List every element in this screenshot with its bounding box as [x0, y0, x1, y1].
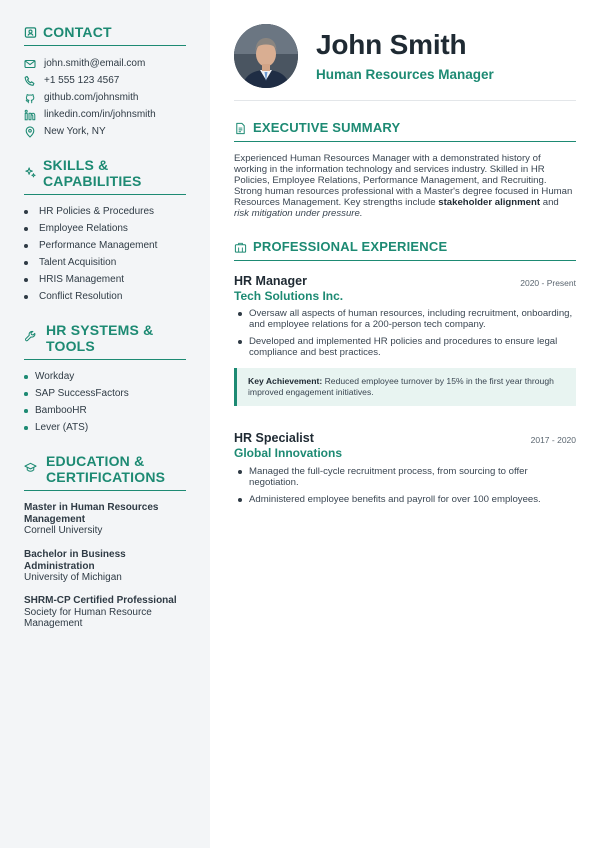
contact-github-text[interactable]: github.com/johnsmith	[44, 92, 139, 103]
candidate-title: Human Resources Manager	[316, 67, 494, 82]
bullet-dot	[24, 227, 28, 231]
contact-location-text: New York, NY	[44, 126, 106, 137]
education-school: University of Michigan	[24, 572, 122, 583]
job-dates: 2020 - Present	[520, 278, 576, 288]
bullet-dot	[24, 244, 28, 248]
summary-text: Experienced Human Resources Manager with a demonstrated history of working in the information technology and services industry. Skilled in HR Policies, Employee Relations, Performance Management, and Recruiting. Strong human resources professional with a Master's degree focused in Human Resources Management. Key strengths include stakeholder alignment and risk mitigation under pressure.	[234, 153, 573, 220]
id-card-icon	[24, 26, 37, 39]
contact-section-title: CONTACT	[43, 24, 112, 40]
skills-section-title-line2: CAPABILITIES	[43, 173, 142, 189]
contact-email-text[interactable]: john.smith@email.com	[44, 58, 146, 69]
contact-linkedin-text[interactable]: linkedin.com/in/johnsmith	[44, 109, 156, 120]
bullet-dot	[24, 392, 28, 396]
education-section-title-line2: CERTIFICATIONS	[46, 469, 166, 485]
sidebar: CONTACT john.smith@email.com +1 555 123 4567 github.com/johnsmith linkedin.com/in/johnsmith New York, NY SKILLS & CAPABILITIES HR Policies & Procedures Employee Relations Performance Management Talent Acquisition HRIS Management Conflict Resolution HR SYSTEMS & TOOLS Workday SAP SuccessFactors BambooHR Lever (ATS) EDUCATION & CERTIFICATIONS Master in Human Resources Management Cornell University Bachelor in Business Administration University of Michigan SHRM-CP Certified Professional Society for Human Resource Management	[0, 0, 210, 848]
contact-section-header	[24, 24, 186, 46]
wrench-icon	[24, 330, 37, 343]
bullet-dot	[24, 295, 28, 299]
sparkle-icon	[24, 166, 37, 179]
key-achievement-callout	[234, 368, 576, 406]
experience-section-title: PROFESSIONAL EXPERIENCE	[253, 239, 448, 254]
achievement-label: Key Achievement:	[248, 376, 323, 386]
bullet-dot	[24, 426, 28, 430]
graduation-cap-icon	[24, 461, 37, 474]
tools-section-header	[24, 322, 186, 360]
education-entry	[24, 595, 194, 630]
github-icon	[24, 92, 36, 104]
education-degree: SHRM-CP Certified Professional	[24, 595, 177, 606]
bullet-dot	[238, 312, 242, 316]
bullet-dot	[24, 409, 28, 413]
job-dates: 2017 - 2020	[530, 435, 576, 445]
job-title: HR Specialist	[234, 431, 314, 445]
document-icon	[234, 122, 247, 135]
profile-portrait-image	[234, 24, 298, 88]
bullet-dot	[24, 210, 28, 214]
achievement-text: Reduced employee turnover by 15% in the first year through improved engagement initiatives.	[248, 376, 554, 397]
summary-section-title: EXECUTIVE SUMMARY	[253, 120, 401, 135]
bullet-dot	[24, 278, 28, 282]
bullet-dot	[238, 340, 242, 344]
education-school: Cornell University	[24, 525, 103, 536]
job-title: HR Manager	[234, 274, 307, 288]
briefcase-icon	[234, 241, 247, 254]
profile-photo	[234, 24, 298, 88]
tools-section-title-line2: TOOLS	[46, 338, 95, 354]
location-pin-icon	[24, 126, 36, 138]
summary-italic-phrase: risk mitigation under pressure.	[234, 208, 363, 220]
education-entry	[24, 502, 194, 537]
bullet-dot	[238, 498, 242, 502]
tools-section-title-line1: HR SYSTEMS &	[46, 322, 154, 338]
candidate-name: John Smith	[316, 29, 467, 60]
education-degree: Master in Human Resources Management	[24, 502, 159, 525]
bullet-dot	[24, 375, 28, 379]
email-icon	[24, 58, 36, 70]
education-school: Society for Human Resource Management	[24, 606, 152, 629]
job-company: Tech Solutions Inc.	[234, 289, 344, 303]
skills-section-header	[24, 157, 186, 195]
header-divider	[234, 100, 576, 101]
summary-bold-phrase: stakeholder alignment	[438, 197, 541, 209]
phone-icon	[24, 75, 36, 87]
skills-section-title-line1: SKILLS &	[43, 157, 109, 173]
experience-section-header	[234, 239, 576, 261]
bullet-dot	[24, 261, 28, 265]
education-entry	[24, 549, 194, 584]
education-section-header	[24, 453, 186, 491]
job-company: Global Innovations	[234, 446, 343, 460]
main-content: John Smith Human Resources Manager EXECUTIVE SUMMARY Experienced Human Resources Manager with a demonstrated history of working in the information technology and services industry. Skilled in HR Policies, Employee Relations, Performance Management, and Recruiting. Strong human resources professional with a Master's degree focused in Human Resources Management. Key strengths include stakeholder alignment and risk mitigation under pressure. PROFESSIONAL EXPERIENCE HR Manager 2020 - Present Tech Solutions Inc. Oversaw all aspects of human resources, including recruitment, onboarding, and employee relations for a 200-person tech company. Developed and implemented HR policies and procedures to ensure legal compliance and best practices. Key Achievement: Reduced employee turnover by 15% in the first year through improved engagement initiatives. HR Specialist 2017 - 2020 Global Innovations Managed the full-cycle recruitment process, from sourcing to offer negotiation. Administered employee benefits and payroll for over 100 employees.	[210, 0, 600, 848]
summary-section-header	[234, 120, 576, 142]
contact-phone-text[interactable]: +1 555 123 4567	[44, 75, 120, 86]
education-degree: Bachelor in Business Administration	[24, 549, 126, 572]
bullet-dot	[238, 470, 242, 474]
education-section-title-line1: EDUCATION &	[46, 453, 145, 469]
linkedin-icon	[24, 109, 36, 121]
